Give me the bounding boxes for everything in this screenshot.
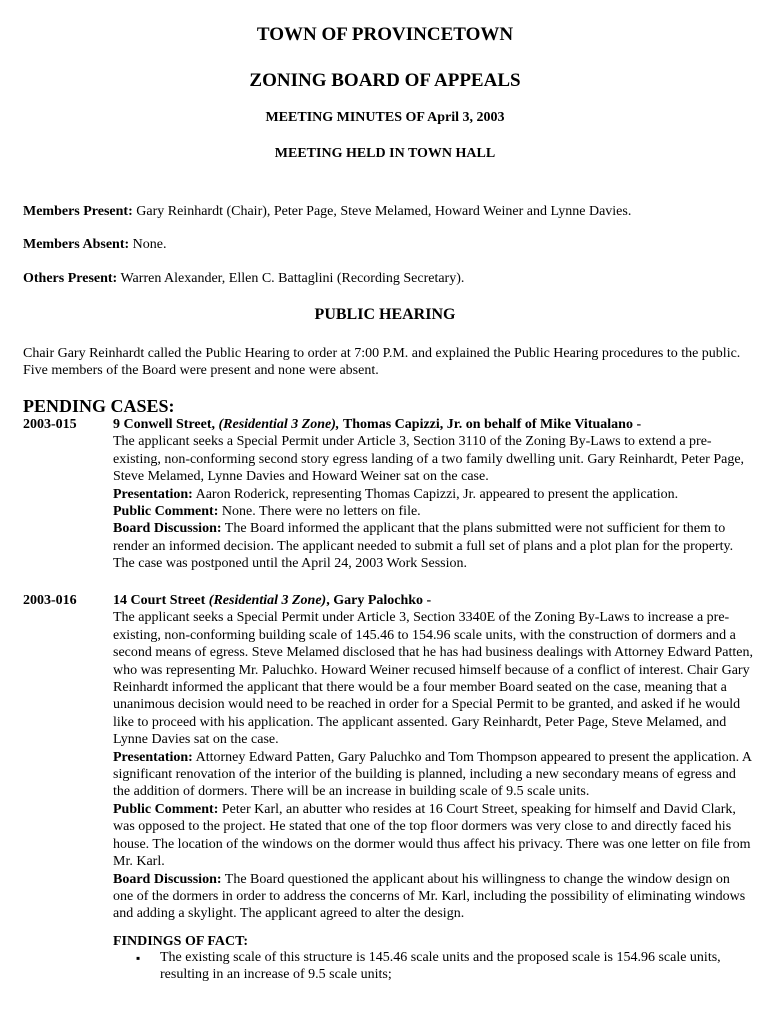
case-presentation <box>113 486 753 503</box>
case-number: 2003-015 <box>23 417 77 432</box>
board-discussion-label: Board Discussion: <box>113 871 222 887</box>
board-discussion-text: The Board informed the applicant that the plans submitted were not sufficient for them to render an informed decision. The applicant needed to submit a full set of plans and a plot plan for the property. The case was postponed until the April 24, 2003 Work Session. <box>113 521 734 572</box>
case-body <box>113 592 753 923</box>
case-presentation <box>113 749 753 801</box>
public-hearing-title: PUBLIC HEARING <box>314 306 456 323</box>
members-present <box>23 203 748 220</box>
case-board-discussion <box>113 871 753 923</box>
presentation-label: Presentation: <box>113 749 193 765</box>
case-heading <box>113 416 753 433</box>
finding-item: The existing scale of this structure is 145.46 scale units and the proposed scale is 154.96 scale units, resulting in an increase of 9.5 scale units; <box>160 950 721 983</box>
case-number: 2003-016 <box>23 593 77 608</box>
hearing-intro: Chair Gary Reinhardt called the Public Hearing to order at 7:00 P.M. and explained the Public Hearing procedures to the public. Five members of the Board were present and none were absent. <box>23 346 741 378</box>
case-board-discussion <box>113 520 753 572</box>
board-discussion-text: The Board questioned the applicant about his willingness to change the window design on one of the dormers in order to address the concerns of Mr. Karl, including the possibility of eliminating windows and adding a skylight. The applicant agreed to alter the design. <box>113 871 746 922</box>
presentation-text: Attorney Edward Patten, Gary Paluchko and Tom Thompson appeared to present the application. A significant renovation of the interior of the building is planned, including a new secondary means of egress and the addition of dormers. There will be an increase in building scale of 9.5 scale units. <box>113 749 752 800</box>
public-comment-label: Public Comment: <box>113 504 219 520</box>
board-title: ZONING BOARD OF APPEALS <box>249 70 521 91</box>
case-zone: (Residential 3 Zone), <box>218 417 340 432</box>
case-zone: (Residential 3 Zone) <box>208 593 327 608</box>
square-bullet-icon: ▪ <box>136 951 141 965</box>
case-public-comment <box>113 801 753 871</box>
case-applicant: Thomas Capizzi, Jr. on behalf of Mike Vitualano - <box>342 417 642 432</box>
public-comment-text: None. There were no letters on file. <box>221 504 421 520</box>
case-description: The applicant seeks a Special Permit under Article 3, Section 3110 of the Zoning By-Laws to extend a pre-existing, non-conforming second story egress landing of a two family dwelling unit. Gary Reinhardt, Peter Page, Steve Melamed, Lynne Davies and Howard Weiner sat on the case. <box>113 434 745 485</box>
members-absent-label: Members Absent: <box>23 237 130 252</box>
town-title: TOWN OF PROVINCETOWN <box>256 24 514 45</box>
others-present-label: Others Present: <box>23 271 118 286</box>
board-discussion-label: Board Discussion: <box>113 521 222 537</box>
findings-of-fact-title: FINDINGS OF FACT: <box>113 934 249 949</box>
case-description: The applicant seeks a Special Permit under Article 3, Section 3340E of the Zoning By-Laws to increase a pre-existing, non-conforming building scale of 145.46 to 154.96 scale units, with the construction of dormers and a second means of egress. Steve Melamed disclosed that he has had business dealings with Attorney Edward Patten, who was representing Mr. Paluchko. Howard Weiner recused himself because of a conflict of interest. Chair Gary Reinhardt informed the applicant that there would be a four member Board seated on the case, meaning that a unanimous decision would need to be reached in order for a Special Permit to be granted, and asked if he would like to proceed with his application. The applicant assented. Gary Reinhardt, Peter Page, Steve Melamed, and Lynne Davies sat on the case. <box>113 610 753 748</box>
minutes-title: MEETING MINUTES OF April 3, 2003 <box>265 110 505 125</box>
public-comment-text: Peter Karl, an abutter who resides at 16 Court Street, speaking for himself and David Clark, was opposed to the project. He stated that one of the top floor dormers was very close to and directly faced his house. The location of the windows on the dormer would thus affect his privacy. There was one letter on file from Mr. Karl. <box>113 801 751 870</box>
pending-cases-title: PENDING CASES: <box>23 396 175 416</box>
members-present-label: Members Present: <box>23 204 133 219</box>
case-applicant: , Gary Palochko - <box>326 593 432 608</box>
case-heading <box>113 592 753 609</box>
public-comment-label: Public Comment: <box>113 801 219 817</box>
presentation-label: Presentation: <box>113 486 193 502</box>
others-present <box>23 270 748 287</box>
members-present-value: Gary Reinhardt (Chair), Peter Page, Steve Melamed, Howard Weiner and Lynne Davies. <box>136 204 632 219</box>
location-title: MEETING HELD IN TOWN HALL <box>274 146 496 161</box>
presentation-text: Aaron Roderick, representing Thomas Capizzi, Jr. appeared to present the application. <box>195 486 679 502</box>
members-absent-value: None. <box>132 237 167 252</box>
case-public-comment <box>113 503 753 520</box>
case-body <box>113 416 753 573</box>
members-absent <box>23 236 748 253</box>
case-address: 9 Conwell Street, <box>113 417 215 432</box>
others-present-value: Warren Alexander, Ellen C. Battaglini (Recording Secretary). <box>120 271 465 286</box>
case-address: 14 Court Street <box>113 593 206 608</box>
